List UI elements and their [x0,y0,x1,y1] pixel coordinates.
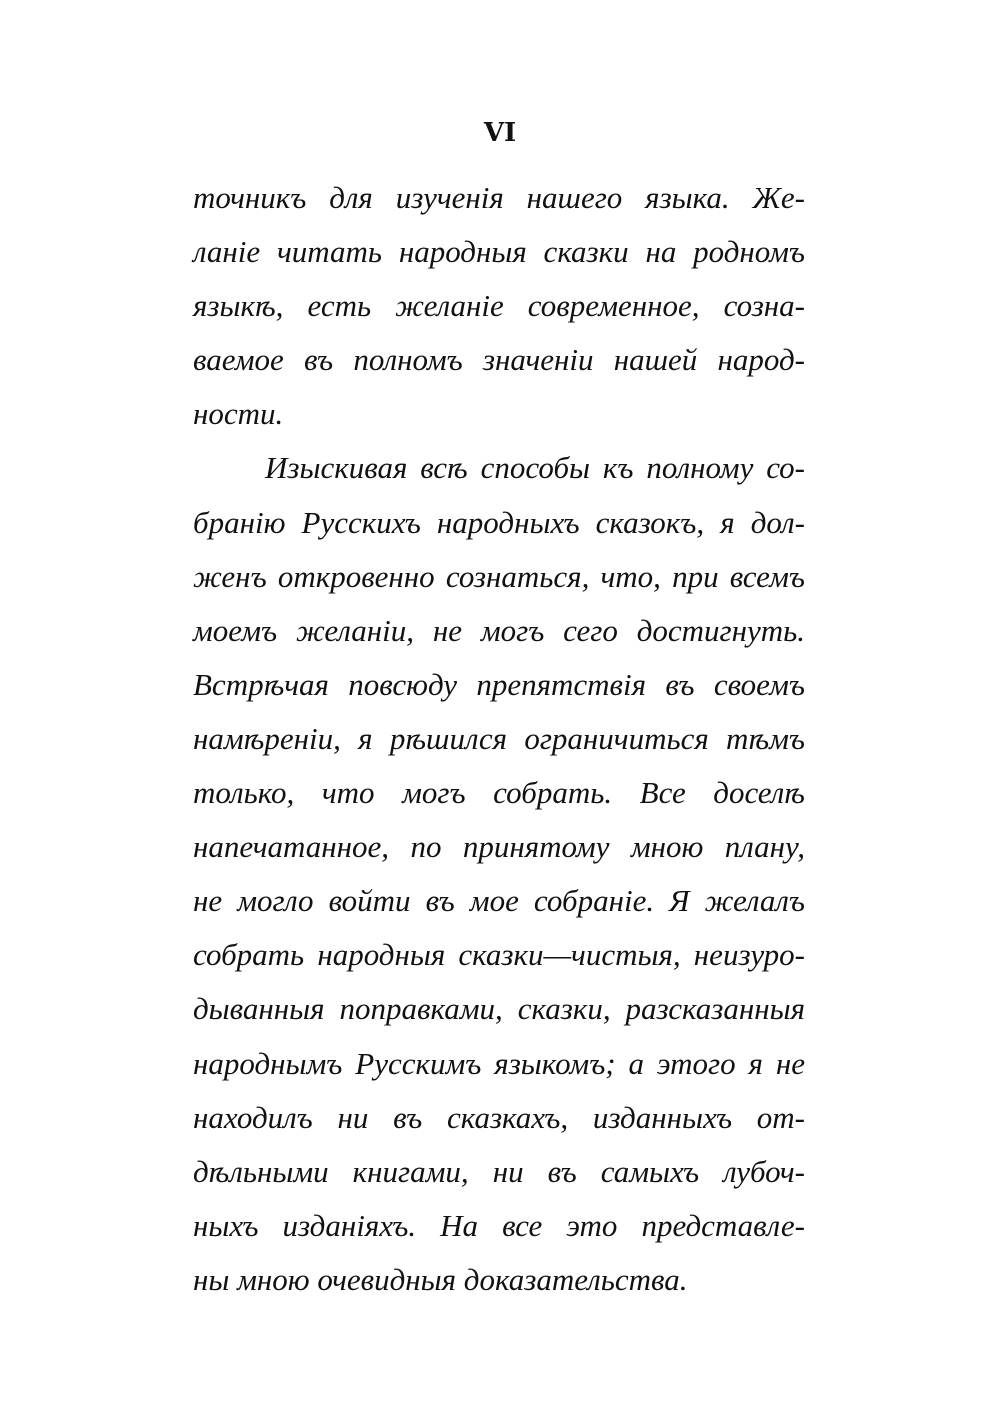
text-line: ланіе читать народныя сказки на родномъ [193,234,805,270]
text-line: ныхъ изданіяхъ. На все это представле- [193,1207,805,1243]
text-line: бранію Русскихъ народныхъ сказокъ, я дол- [193,504,805,540]
text-line: точникъ для изученія нашего языка. Же- [193,180,805,215]
body-text [193,178,805,1314]
text-line: народнымъ Русскимъ языкомъ; а этого я не [193,1045,805,1081]
text-line: дѣльными книгами, ни въ самыхъ лубоч- [193,1153,805,1189]
page-number: VI [483,118,517,148]
text-line: женъ откровенно сознаться, что, при всемъ [193,558,805,594]
text-line: намѣреніи, я рѣшился ограничиться тѣмъ [193,720,805,756]
text-line: ваемое въ полномъ значеніи нашей народ- [193,342,805,378]
text-line: напечатанное, по принятому мною плану, [193,829,805,865]
text-line: Изыскивая всѣ способы къ полному со- [265,450,805,486]
text-line: ности. [193,396,284,432]
text-line: находилъ ни въ сказкахъ, изданныхъ от- [193,1099,805,1135]
text-line: только, что могъ собрать. Все доселѣ [193,775,805,811]
text-line: Встрѣчая повсюду препятствія въ своемъ [193,666,805,702]
text-line: ны мною очевидныя доказательства. [193,1261,688,1297]
text-line: моемъ желаніи, не могъ сего достигнуть. [193,612,805,648]
text-line: языкѣ, есть желаніе современное, созна- [193,288,805,324]
text-line: собрать народныя сказки—чистыя, неизуро- [193,937,805,973]
text-line: не могло войти въ мое собраніе. Я желалъ [193,883,805,919]
text-line: дыванныя поправками, сказки, разсказанныя [193,991,805,1027]
